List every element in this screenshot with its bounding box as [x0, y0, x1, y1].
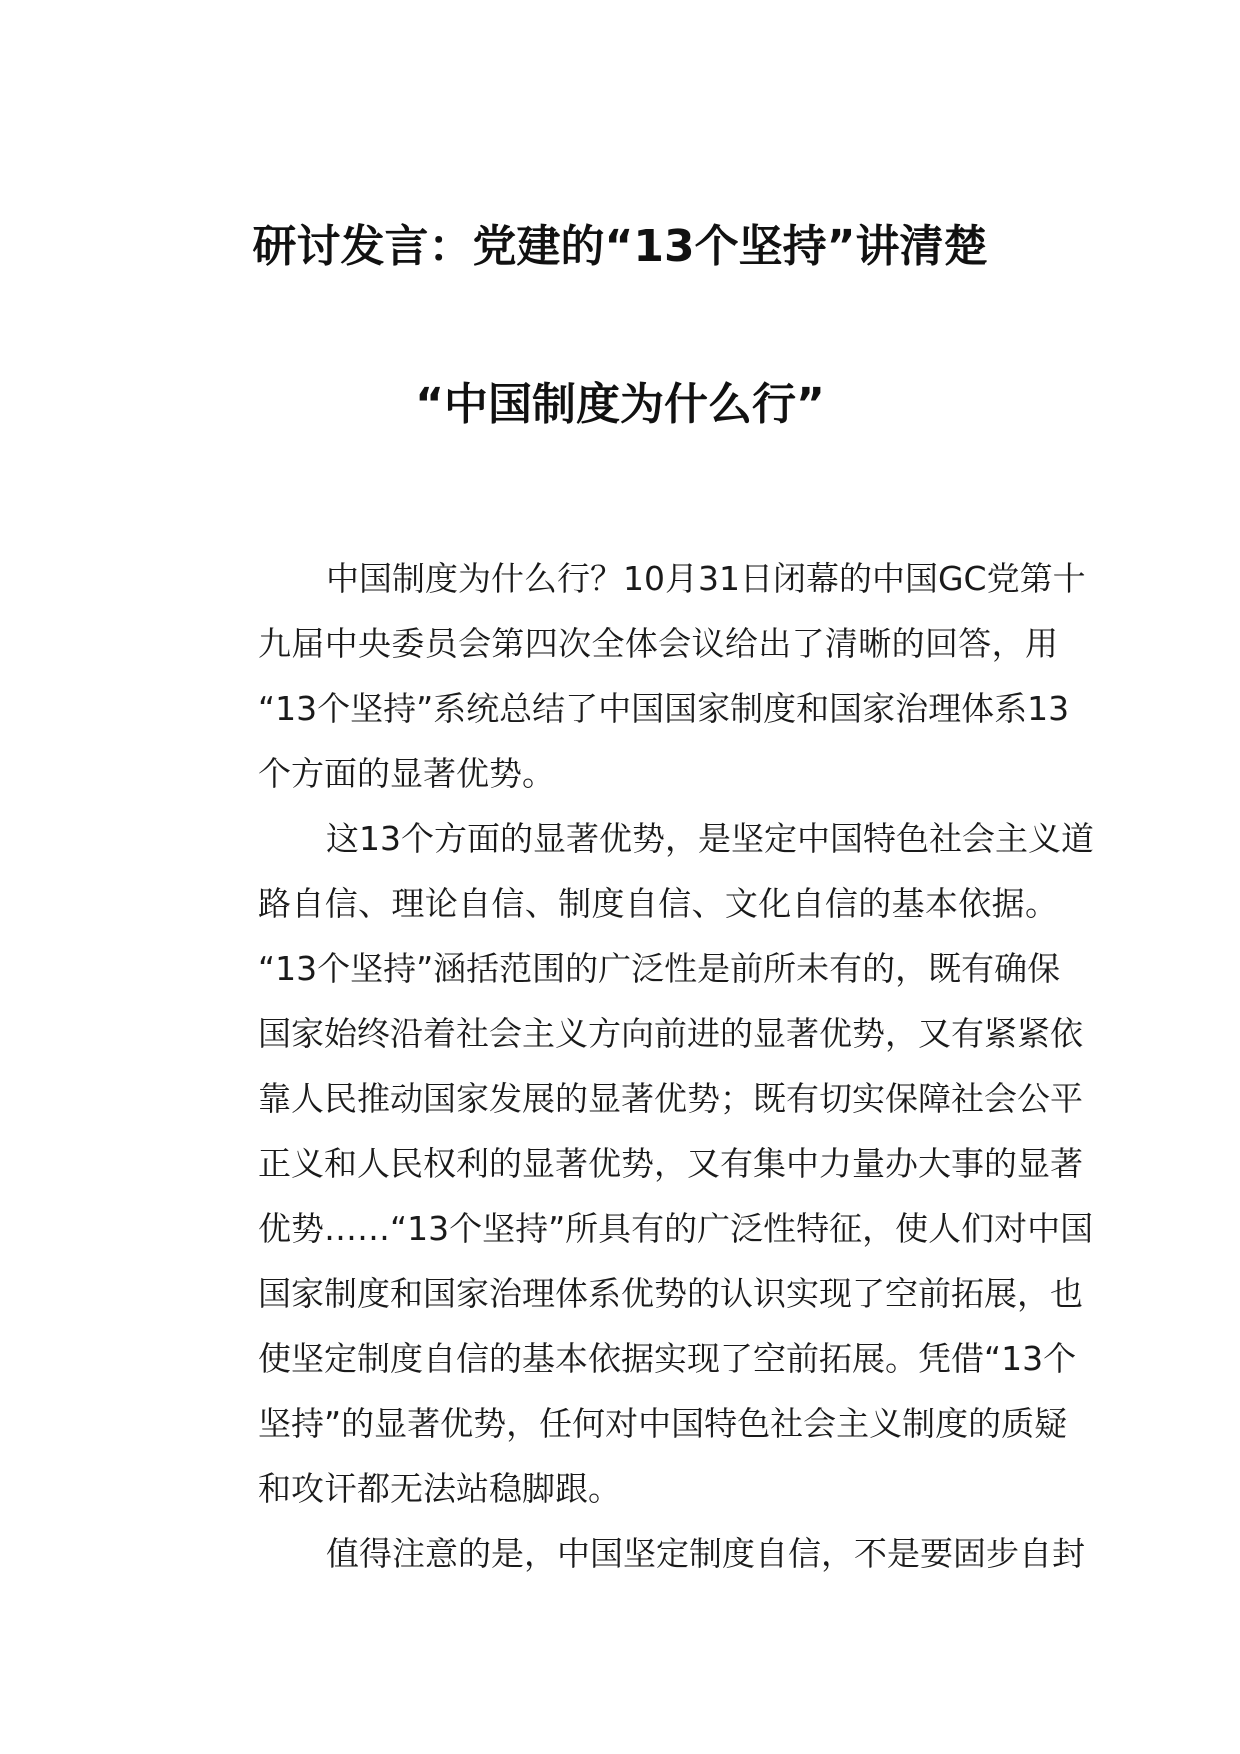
- text-line: 中国制度为什么行？10月31日闭幕的中国GC党第十: [326, 559, 1086, 598]
- text-line: “13个坚持”系统总结了中国国家制度和国家治理体系13: [258, 689, 1070, 728]
- text-line: 坚持”的显著优势，任何对中国特色社会主义制度的质疑: [258, 1404, 1068, 1443]
- text-line: 正义和人民权利的显著优势，又有集中力量办大事的显著: [258, 1144, 1083, 1183]
- text-line: 国家始终沿着社会主义方向前进的显著优势，又有紧紧依: [258, 1014, 1083, 1053]
- text-line: 和攻讦都无法站稳脚跟。: [258, 1469, 621, 1508]
- text-line: 优势……“13个坚持”所具有的广泛性特征，使人们对中国: [258, 1209, 1094, 1248]
- text-line: 靠人民推动国家发展的显著优势；既有切实保障社会公平: [258, 1079, 1083, 1118]
- title-line-2: “中国制度为什么行”: [415, 379, 825, 430]
- text-line: 路自信、理论自信、制度自信、文化自信的基本依据。: [258, 884, 1058, 923]
- text-line: “13个坚持”涵括范围的广泛性是前所未有的，既有确保: [258, 949, 1061, 988]
- text-line: 这13个方面的显著优势，是坚定中国特色社会主义道: [326, 819, 1094, 858]
- paragraph-2: [190, 806, 1094, 1521]
- paragraph-1: [190, 546, 1086, 806]
- text-line: 国家制度和国家治理体系优势的认识实现了空前拓展，也: [258, 1274, 1083, 1313]
- text-line: 值得注意的是，中国坚定制度自信，不是要固步自封: [326, 1534, 1085, 1573]
- document-body: [190, 546, 1094, 1586]
- text-line: 九届中央委员会第四次全体会议给出了清晰的回答，用: [258, 624, 1058, 663]
- paragraph-3: [190, 1521, 1085, 1586]
- text-line: 使坚定制度自信的基本依据实现了空前拓展。凭借“13个: [258, 1339, 1077, 1378]
- text-line: 个方面的显著优势。: [258, 754, 555, 793]
- title-line-1: 研讨发言：党建的“13个坚持”讲清楚: [252, 221, 988, 272]
